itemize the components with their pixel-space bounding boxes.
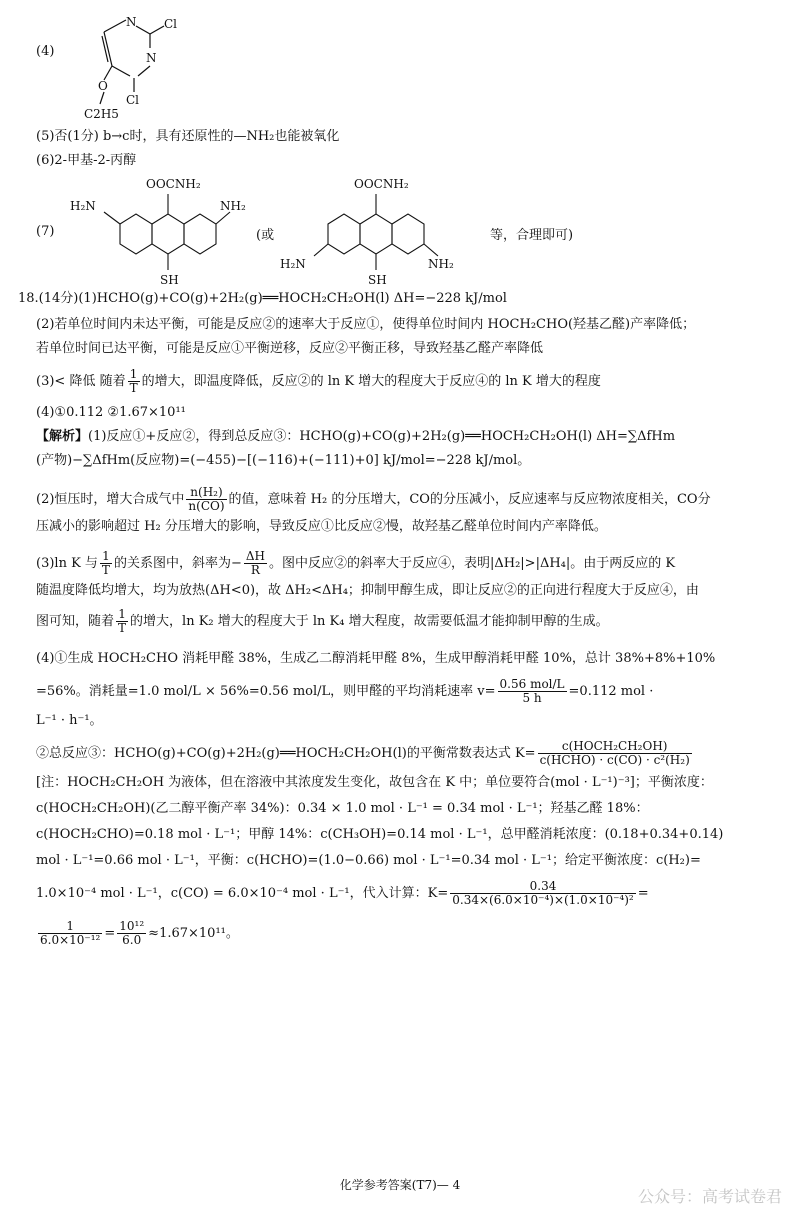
analysis-e6 (36, 880, 649, 907)
item7-tail: 等，合理即可) (490, 228, 574, 243)
analysis-d2 (36, 678, 653, 705)
q18-line1: 18.(14分)(1)HCHO(g)+CO(g)+2H₂(g)══HOCH₂CH₂OH(l) ΔH=−228 kJ/mol (18, 291, 507, 306)
frac-den: 6.0 (122, 933, 142, 947)
analysis-a1 (36, 428, 675, 446)
d2-pre: =56%。消耗量=1.0 mol/L × 56%=0.56 mol/L，则甲醛的平均消耗速率 v= (36, 684, 496, 699)
item5-text: (5)否(1分) b→c时，具有还原性的—NH₂也能被氧化 (36, 129, 340, 144)
frac-num: 1 (100, 550, 112, 564)
structure-1 (60, 172, 270, 292)
analysis-e4: c(HOCH₂CHO)=0.18 mol · L⁻¹；甲醇 14%：c(CH₃OH)=0.14 mol · L⁻¹，总甲醛消耗浓度：(0.18+0.34+0.14) (36, 827, 724, 842)
fraction-k-expression (538, 740, 692, 767)
analysis-e5: mol · L⁻¹=0.66 mol · L⁻¹，平衡：c(HCHO)=(1.0−0.66) mol · L⁻¹=0.34 mol · L⁻¹；给定平衡浓度：c(H₂)= (36, 853, 701, 868)
s1-right-group: NH₂ (220, 199, 246, 213)
frac-num: 1 (38, 920, 102, 934)
analysis-a1-text: (1)反应①+反应②，得到总反应③：HCHO(g)+CO(g)+2H₂(g)══HOCH₂CH₂OH(l) ΔH=∑ΔfHm (88, 429, 676, 444)
e7-mid: = (104, 926, 116, 941)
fraction-1-over-t (116, 608, 128, 635)
cl2-atom: Cl (126, 93, 140, 107)
n1-atom: N (126, 15, 137, 29)
analysis-a2: (产物)−∑ΔfHm(反应物)=(−455)−[(−116)+(−111)+0] kJ/mol=−228 kJ/mol。 (36, 453, 531, 468)
analysis-tag: 【解析】 (36, 429, 89, 444)
fraction-1-over-t (128, 368, 140, 395)
cl1-atom: Cl (164, 17, 178, 31)
page-footer: 化学参考答案(T7)— 4 (339, 1178, 461, 1192)
fraction-nh2-nco (186, 486, 226, 513)
analysis-b1 (36, 486, 711, 513)
ethyl-group: C2H5 (84, 107, 119, 121)
frac-den: 0.34×(6.0×10⁻⁴)×(1.0×10⁻⁴)² (452, 893, 634, 907)
c3-pre: 图可知，随着 (36, 614, 115, 629)
frac-num: 10¹² (119, 919, 145, 933)
frac-den: 5 h (522, 691, 542, 705)
s1-left-group: H₂N (70, 199, 96, 213)
q18-line2: (2)若单位时间内未达平衡，可能是反应②的速率大于反应①，使得单位时间内 HOCH₂CHO(羟基乙醛)产率降低； (36, 317, 696, 332)
analysis-b2: 压减小的影响超过 H₂ 分压增大的影响，导致反应①比反应②慢，故羟基乙醛单位时间内产率降低。 (36, 519, 607, 534)
q18-line4-post: 的增大，即温度降低，反应②的 ln K 增大的程度大于反应④的 ln K 增大的程度 (141, 374, 601, 389)
frac-den: T (118, 621, 127, 635)
item4-label: (4) (36, 44, 55, 59)
analysis-e7 (36, 920, 239, 947)
e7-post: ≈1.67×10¹¹。 (148, 926, 239, 941)
frac-den: T (101, 563, 110, 577)
frac-den: c(HCHO) · c(CO) · c²(H₂) (539, 753, 690, 767)
analysis-c1 (36, 550, 675, 577)
o-atom: O (98, 79, 108, 93)
analysis-c2: 随温度降低均增大，均为放热(ΔH<0)，故 ΔH₂<ΔH₄；抑制甲醇生成，即让反应②的正向进行程度大于反应④，由 (36, 583, 699, 598)
item6-text: (6)2-甲基-2-丙醇 (36, 153, 137, 168)
frac-num: 0.34 (450, 880, 635, 894)
frac-num: c(HOCH₂CH₂OH) (538, 740, 692, 754)
s1-top-group: OOCNH₂ (146, 177, 201, 191)
q18-line4 (36, 368, 601, 395)
c1-post: 。图中反应②的斜率大于反应④，表明|ΔH₂|>|ΔH₄|。由于两反应的 K (268, 556, 676, 571)
c1-pre: (3)ln K 与 (36, 556, 98, 571)
b1-post: 的值，意味着 H₂ 的分压增大，CO的分压减小，反应速率与反应物浓度相关，CO分 (228, 492, 711, 507)
analysis-e2: [注：HOCH₂CH₂OH 为液体，但在溶液中其浓度发生变化，故包含在 K 中；单位要符合(mol · L⁻¹)⁻³]；平衡浓度： (36, 775, 713, 790)
fraction-1-over-t (100, 550, 112, 577)
s2-top-group: OOCNH₂ (354, 177, 409, 191)
c1-mid: 的关系图中，斜率为− (113, 556, 242, 571)
e6-post: = (637, 886, 649, 901)
c3-post: 的增大，ln K₂ 增大的程度大于 ln K₄ 增大程度，故需要低温才能抑制甲醇的生成。 (130, 614, 609, 629)
frac-num: ΔH (245, 549, 265, 563)
frac-num: 1 (116, 608, 128, 622)
s2-right-group: NH₂ (428, 257, 454, 271)
b1-pre: (2)恒压时，增大合成气中 (36, 492, 185, 507)
analysis-e1 (36, 740, 694, 767)
analysis-c3 (36, 608, 609, 635)
analysis-e3: c(HOCH₂CH₂OH)(乙二醇平衡产率 34%)：0.34 × 1.0 mol · L⁻¹ = 0.34 mol · L⁻¹；羟基乙醛 18%： (36, 801, 649, 816)
watermark: 公众号：高考试卷君 (637, 1187, 782, 1206)
fraction-rate (498, 678, 567, 705)
frac-den: n(CO) (188, 499, 225, 513)
s2-left-group: H₂N (280, 257, 306, 271)
structure-2 (280, 172, 480, 292)
frac-den: 6.0×10⁻¹² (40, 933, 101, 947)
fraction-ten-twelve (117, 920, 146, 947)
fraction-dh-over-r (244, 550, 267, 577)
frac-num: n(H₂) (186, 486, 226, 500)
n2-atom: N (146, 51, 157, 65)
q18-line4-pre: (3)< 降低 随着 (36, 374, 126, 389)
analysis-d1: (4)①生成 HOCH₂CHO 消耗甲醛 38%，生成乙二醇消耗甲醛 8%，生成甲醇消耗甲醛 10%，总计 38%+8%+10% (36, 651, 716, 666)
s1-bottom-group: SH (160, 273, 179, 287)
e6-pre: 1.0×10⁻⁴ mol · L⁻¹，c(CO) = 6.0×10⁻⁴ mol · L⁻¹，代入计算：K= (36, 886, 449, 901)
frac-num: 1 (128, 368, 140, 382)
analysis-d3: L⁻¹ · h⁻¹。 (36, 713, 103, 728)
frac-den: R (250, 563, 260, 577)
frac-num: 0.56 mol/L (499, 677, 565, 691)
item4-structure (60, 4, 180, 134)
fraction-k-value (450, 880, 635, 907)
e1-pre: ②总反应③：HCHO(g)+CO(g)+2H₂(g)══HOCH₂CH₂OH(l)的平衡常数表达式 K= (36, 746, 536, 761)
or-text: (或 (256, 228, 275, 243)
frac-den: T (129, 381, 138, 395)
d2-post: =0.112 mol · (568, 684, 654, 699)
s2-bottom-group: SH (368, 273, 387, 287)
item7-label: (7) (36, 224, 55, 239)
q18-line3: 若单位时间已达平衡，可能是反应①平衡逆移，反应②平衡正移，导致羟基乙醛产率降低 (36, 341, 544, 356)
q18-line5: (4)①0.112 ②1.67×10¹¹ (36, 405, 186, 420)
fraction-one-over (38, 920, 102, 947)
